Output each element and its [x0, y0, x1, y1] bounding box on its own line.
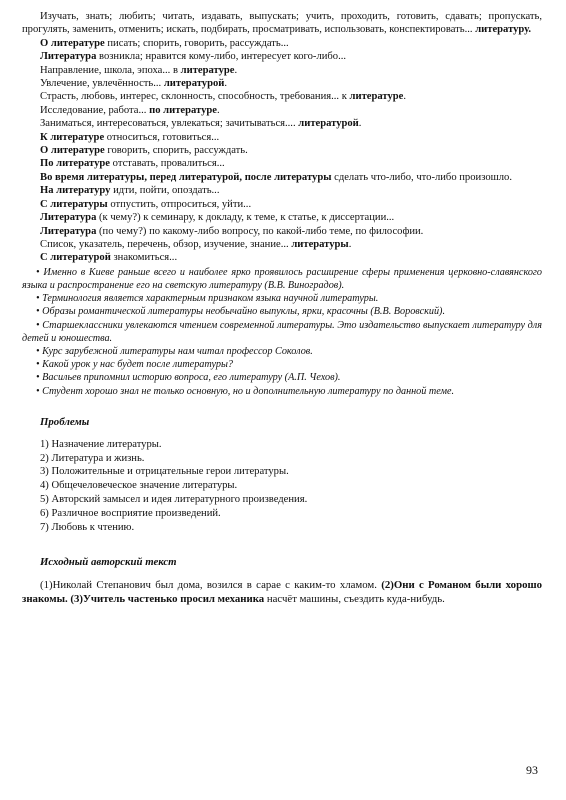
collocation-text: Заниматься, интересоваться, увлекаться; зачитываться....	[40, 118, 299, 130]
problem-item: 1) Назначение литературы.	[40, 438, 162, 450]
collocation-text: идти, пойти, опоздать...	[110, 185, 220, 197]
usage-examples	[22, 266, 542, 398]
keyword: На литературу	[40, 185, 111, 197]
keyword: Литература	[40, 212, 97, 224]
collocation-line	[22, 238, 542, 251]
collocation-line	[22, 144, 542, 157]
example-sentence: • Образы романтической литературы необычайно выпуклы, ярки, красочны (В.В. Воровский).	[36, 306, 445, 318]
keyword: О литературе	[40, 145, 105, 157]
source-paragraph	[22, 578, 542, 606]
collocation-text: отпустить, отпроситься, уйти...	[107, 198, 252, 210]
example-sentence: • Студент хорошо знал не только основную, но и дополнительную литературу по данной теме.	[36, 385, 455, 397]
keyword: Литература	[40, 51, 97, 63]
problems-list	[22, 438, 542, 535]
collocation-line	[22, 104, 542, 117]
collocation-text: говорить, спорить, рассуждать.	[104, 145, 248, 157]
collocation-line	[22, 77, 542, 90]
collocation-line	[22, 251, 542, 264]
collocation-text: Увлечение, увлечённость...	[40, 78, 164, 90]
collocation-line	[22, 50, 542, 63]
keyword: По литературе	[40, 158, 111, 170]
collocation-text: относиться, готовиться...	[104, 131, 220, 143]
keyword: литературы	[291, 238, 349, 250]
collocation-text: .	[358, 118, 362, 130]
collocation-line	[22, 117, 542, 130]
collocation-line	[22, 198, 542, 211]
source-sentence: (1)Николай Степанович был дома, возился в сарае с каким-то хламом.	[40, 579, 382, 592]
example-sentence: • Именно в Киеве раньше всего и наиболее ярко проявилось расширение сферы применения церковно-славянского языка и распространение его на светскую литературу (В.В. Виноградов).	[22, 266, 542, 291]
keyword: Во время литературы, перед литературой, после литературы	[40, 171, 332, 183]
collocation-text: .	[348, 238, 352, 250]
collocation-text: .	[234, 64, 238, 76]
collocation-text: .	[216, 104, 220, 116]
collocation-text: .	[224, 78, 228, 90]
collocation-line	[22, 171, 542, 184]
problem-item: 3) Положительные и отрицательные герои литературы.	[40, 466, 289, 478]
keyword: К литературе	[40, 131, 105, 143]
collocation-text: отставать, провалиться...	[110, 158, 225, 170]
collocation-line	[22, 184, 542, 197]
keyword: по литературе	[149, 104, 217, 116]
keyword: С литературы	[40, 198, 108, 210]
collocation-text: (к чему?) к семинару, к докладу, к теме, к статье, к диссертации...	[96, 212, 395, 224]
keyword: О литературе	[40, 37, 105, 49]
collocation-line	[22, 10, 542, 37]
collocation-text: сделать что-либо, что-либо произошло.	[331, 171, 513, 183]
keyword: литературой	[298, 118, 359, 130]
collocation-text: .	[403, 91, 406, 103]
collocation-line	[22, 157, 542, 170]
collocation-line	[22, 225, 542, 238]
keyword: литературе	[349, 91, 404, 103]
collocation-line	[22, 211, 542, 224]
collocation-line	[22, 90, 542, 103]
keyword: С литературой	[40, 252, 111, 264]
source-sentence: насчёт машины, съездить куда-нибудь.	[264, 593, 445, 606]
collocation-text: возникла; нравится кому-либо, интересует кого-либо...	[96, 51, 347, 63]
page-number: 93	[526, 763, 538, 777]
keyword: литературой	[163, 78, 225, 90]
keyword: Литература	[40, 225, 97, 237]
example-sentence: • Курс зарубежной литературы нам читал профессор Соколов.	[36, 345, 313, 357]
collocation-text: Список, указатель, перечень, обзор, изучение, знание...	[40, 238, 292, 250]
collocation-text: писать; спорить, говорить, рассуждать...	[104, 37, 289, 49]
example-sentence: • Какой урок у нас будет после литературы?	[36, 359, 233, 371]
problem-item: 4) Общечеловеческое значение литературы.	[40, 480, 238, 492]
example-sentence: • Старшеклассники увлекаются чтением современной литературы. Это издательство выпускает литературу для детей и юношества.	[22, 319, 542, 344]
usage-collocations	[22, 10, 542, 265]
problem-item: 5) Авторский замысел и идея литературного произведения.	[40, 493, 308, 505]
collocation-text: Направление, школа, эпоха... в	[40, 64, 181, 76]
problems-heading: Проблемы	[40, 415, 90, 428]
keyword: литературе	[180, 64, 235, 76]
collocation-line	[22, 64, 542, 77]
source-text	[22, 578, 542, 606]
problem-item: 6) Различное восприятие произведений.	[40, 507, 221, 519]
collocation-line	[22, 37, 542, 50]
collocation-line	[22, 131, 542, 144]
source-text-heading: Исходный авторский текст	[40, 556, 177, 569]
example-sentence: • Васильев припомнил историю вопроса, его литературу (А.П. Чехов).	[36, 372, 341, 384]
collocation-text: Изучать, знать; любить; читать, издавать, выпускать; учить, проходить, готовить, сдавать; пропускать, прогулять, заменить, отменить; искать, подбирать, просматривать, использовать, конспектировать...	[22, 11, 542, 36]
example-sentence: • Терминология является характерным признаком языка научной литературы.	[36, 293, 379, 305]
keyword: литературу.	[475, 24, 532, 36]
problem-item: 7) Любовь к чтению.	[40, 521, 135, 533]
problem-item: 2) Литература и жизнь.	[40, 452, 145, 464]
collocation-text: Страсть, любовь, интерес, склонность, способность, требования... к	[40, 91, 350, 103]
highlighted-sentence: (2)Они с Романом были хорошо знакомы. (3)Учитель частенько просил механика	[22, 579, 542, 606]
collocation-text: знакомиться...	[110, 252, 178, 264]
collocation-text: (по чему?) по какому-либо вопросу, по какой-либо теме, по философии.	[96, 225, 424, 237]
collocation-text: Исследование, работа...	[40, 104, 150, 116]
